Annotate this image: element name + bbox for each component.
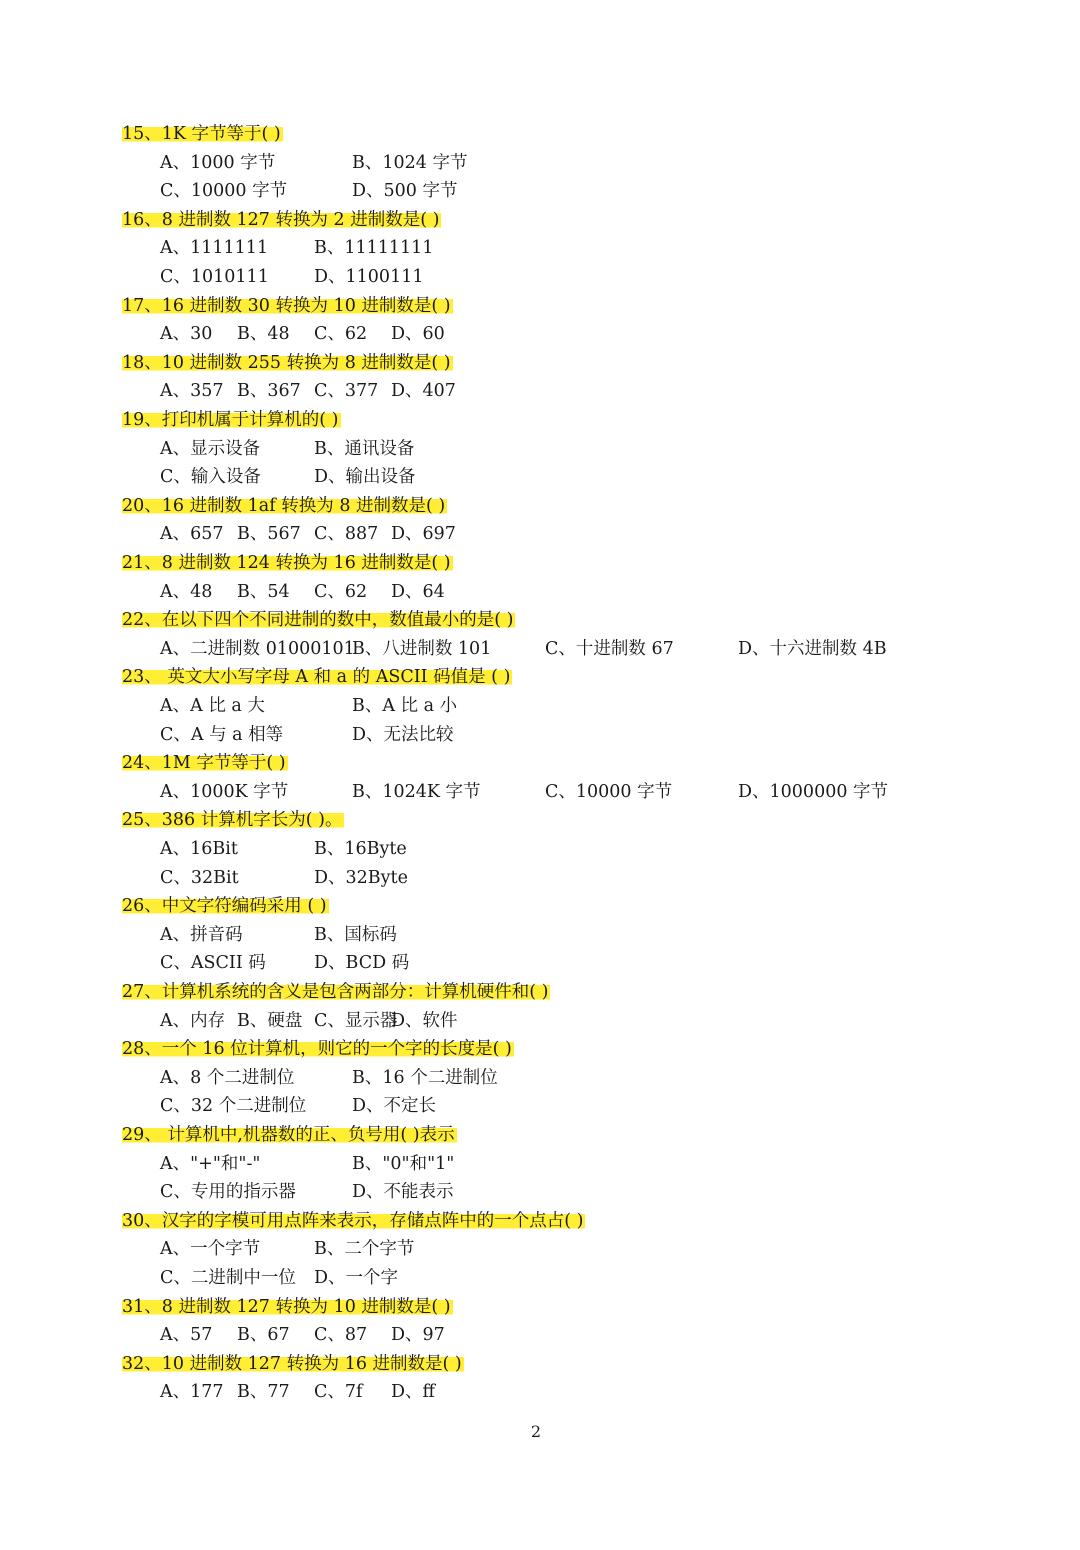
option-a[interactable]: A、16Bit [160,839,238,859]
option-c[interactable]: C、二进制中一位 [160,1268,296,1288]
option-b[interactable]: B、16 个二进制位 [352,1067,498,1088]
question-text [122,1293,453,1321]
question-text [122,349,453,377]
question-stem: 23、 英文大小写字母 A 和 a 的 ASCII 码值是 ( ) [122,667,511,688]
question-text [122,406,341,434]
question-stem: 15、1K 字节等于( ) [122,124,281,144]
option-b[interactable]: B、1024K 字节 [352,781,481,802]
option-c[interactable]: C、62 [314,324,368,345]
question-stem: 26、中文字符编码采用 ( ) [122,896,327,917]
option-a[interactable]: A、1000 字节 [160,152,276,173]
option-c[interactable]: C、十进制数 67 [545,638,674,659]
option-a[interactable]: A、357 [160,381,224,402]
question-text [122,492,447,520]
question-text [122,892,329,920]
option-a[interactable]: A、48 [160,581,213,602]
option-a[interactable]: A、177 [160,1382,224,1403]
option-d[interactable]: D、软件 [391,1010,458,1031]
option-c[interactable]: C、7f [314,1382,363,1403]
option-b[interactable]: B、11111111 [314,238,434,259]
option-d[interactable]: D、60 [391,324,445,345]
question-stem: 21、8 进制数 124 转换为 16 进制数是( ) [122,553,451,573]
question-stem: 20、16 进制数 1af 转换为 8 进制数是( ) [122,495,446,516]
option-a[interactable]: A、657 [160,524,224,545]
option-c[interactable]: C、专用的指示器 [160,1182,296,1203]
option-d[interactable]: D、1000000 字节 [738,781,889,802]
option-d[interactable]: D、无法比较 [352,724,454,745]
question-text [122,292,453,320]
question-stem: 16、8 进制数 127 转换为 2 进制数是( ) [122,209,440,230]
question-stem: 31、8 进制数 127 转换为 10 进制数是( ) [122,1296,451,1317]
option-c[interactable]: C、87 [314,1325,368,1346]
question-text [122,1207,585,1235]
option-a[interactable]: A、"+"和"-" [160,1153,261,1174]
question-stem: 27、计算机系统的含义是包含两部分：计算机硬件和( ) [122,982,549,1002]
option-c[interactable]: C、62 [314,581,368,602]
page-number: 2 [530,1422,542,1441]
question-text [122,1121,457,1149]
option-a[interactable]: A、内存 [160,1010,226,1031]
option-b[interactable]: B、1024 字节 [352,152,468,173]
question-stem: 28、一个 16 位计算机，则它的一个字的长度是( ) [122,1039,512,1060]
option-b[interactable]: B、A 比 a 小 [352,696,458,716]
option-a[interactable]: A、30 [160,324,213,345]
option-d[interactable]: D、500 字节 [352,181,458,202]
option-a[interactable]: A、57 [160,1325,213,1346]
option-a[interactable]: A、二进制数 01000101 [160,638,355,659]
option-d[interactable]: D、697 [391,524,456,545]
option-b[interactable]: B、"0"和"1" [352,1153,455,1174]
question-text [122,120,283,148]
option-d[interactable]: D、输出设备 [314,467,416,488]
question-text [122,206,441,234]
question-text [122,549,453,577]
option-b[interactable]: B、16Byte [314,839,407,859]
option-d[interactable]: D、407 [391,381,456,402]
question-text [122,1035,514,1063]
option-c[interactable]: C、377 [314,381,379,402]
question-text [122,749,288,777]
option-d[interactable]: D、97 [391,1325,445,1346]
option-a[interactable]: A、1111111 [160,238,269,259]
option-a[interactable]: A、拼音码 [160,924,243,945]
option-b[interactable]: B、367 [237,381,301,402]
question-stem: 32、10 进制数 127 转换为 16 进制数是( ) [122,1353,462,1374]
option-b[interactable]: B、通讯设备 [314,438,415,459]
option-b[interactable]: B、国标码 [314,924,397,945]
option-b[interactable]: B、54 [237,581,290,602]
option-d[interactable]: D、64 [391,581,445,602]
option-c[interactable]: C、输入设备 [160,467,261,488]
option-d[interactable]: D、ff [391,1382,435,1403]
option-b[interactable]: B、77 [237,1382,290,1403]
option-d[interactable]: D、十六进制数 4B [738,638,887,659]
option-d[interactable]: D、不能表示 [352,1182,454,1203]
option-d[interactable]: D、BCD 码 [314,953,410,974]
question-text [122,806,344,834]
option-c[interactable]: C、887 [314,524,379,545]
option-b[interactable]: B、567 [237,524,301,545]
question-stem: 22、在以下四个不同进制的数中，数值最小的是( ) [122,610,514,631]
question-stem: 30、汉字的字模可用点阵来表示，存储点阵中的一个点占( ) [122,1210,584,1231]
option-c[interactable]: C、A 与 a 相等 [160,724,284,745]
option-d[interactable]: D、1100111 [314,267,424,287]
option-d[interactable]: D、不定长 [352,1096,437,1117]
question-text [122,1350,464,1378]
option-d[interactable]: D、一个字 [314,1268,399,1288]
option-a[interactable]: A、一个字节 [160,1239,261,1260]
option-a[interactable]: A、1000K 字节 [160,781,289,802]
option-c[interactable]: C、32Bit [160,867,239,888]
question-stem: 18、10 进制数 255 转换为 8 进制数是( ) [122,352,451,373]
option-b[interactable]: B、二个字节 [314,1239,415,1260]
option-b[interactable]: B、67 [237,1325,290,1346]
question-text [122,978,550,1006]
option-c[interactable]: C、10000 字节 [160,181,288,202]
option-a[interactable]: A、显示设备 [160,438,261,459]
option-a[interactable]: A、8 个二进制位 [160,1067,295,1088]
option-b[interactable]: B、硬盘 [237,1010,303,1031]
option-b[interactable]: B、48 [237,324,290,345]
question-stem: 24、1M 字节等于( ) [122,753,286,774]
option-c[interactable]: C、32 个二进制位 [160,1096,307,1117]
option-c[interactable]: C、ASCII 码 [160,953,266,974]
question-stem: 17、16 进制数 30 转换为 10 进制数是( ) [122,295,451,316]
question-text [122,606,515,634]
option-c[interactable]: C、1010111 [160,267,269,287]
question-text [122,663,512,691]
question-stem: 19、打印机属于计算机的( ) [122,410,339,430]
question-stem: 29、 计算机中,机器数的正、负号用( )表示 [122,1125,455,1145]
question-stem: 25、386 计算机字长为( )。 [122,810,343,831]
option-c[interactable]: C、10000 字节 [545,781,673,802]
option-b[interactable]: B、八进制数 101 [352,638,492,659]
option-c[interactable]: C、显示器 [314,1010,398,1031]
option-d[interactable]: D、32Byte [314,867,408,888]
option-a[interactable]: A、A 比 a 大 [160,696,265,716]
